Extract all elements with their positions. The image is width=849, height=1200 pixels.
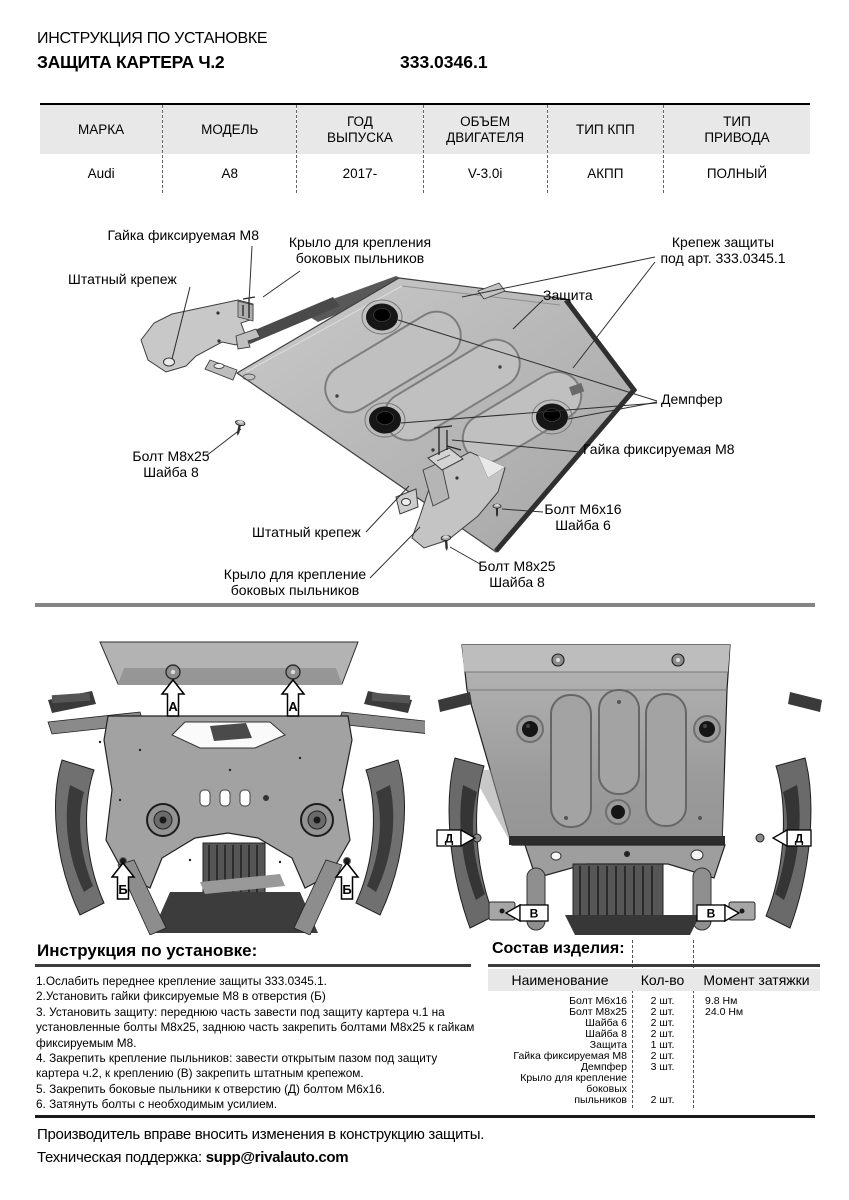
photo-installed-plate: [435, 638, 825, 935]
marker-letter: Д: [444, 831, 454, 846]
label-plate: Защита: [543, 287, 593, 303]
part-name: Демпфер: [580, 1061, 627, 1073]
column-header: Кол-во: [640, 972, 685, 988]
install-step: 1.Ослабить переднее крепление защиты 333.0345.1.: [36, 974, 327, 988]
part-name: Шайба 6: [585, 1017, 627, 1029]
side-wing-bracket: [141, 297, 260, 372]
vehicle-table-column: [162, 105, 296, 193]
column-header: ОБЪЕМ ДВИГАТЕЛЯ: [424, 105, 547, 154]
marker-letter: В: [706, 906, 716, 921]
column-header: Наименование: [511, 972, 609, 988]
vehicle-table-column: [296, 105, 422, 193]
part-number: 333.0346.1: [400, 52, 488, 72]
marker-letter: Б: [342, 882, 352, 897]
install-step: 6. Затянуть болты с необходимым усилием.: [36, 1097, 278, 1112]
part-qty: 3 шт.: [650, 1061, 675, 1073]
part-qty: 2 шт.: [650, 1028, 675, 1040]
part-qty: 2 шт.: [650, 1017, 675, 1029]
label-bolt-m8-left: Болт М8х25 Шайба 8: [132, 448, 210, 480]
part-qty: 2 шт.: [650, 1050, 675, 1062]
marker-arrow-a: [162, 680, 184, 716]
part-name: Шайба 8: [585, 1028, 627, 1040]
cell-value: АКПП: [587, 166, 624, 181]
support-email: supp@rivalauto.com: [205, 1149, 349, 1166]
part-name: Болт М8х25: [569, 1006, 627, 1018]
install-step: 2.Установить гайки фиксируемые М8 в отверстия (Б): [36, 989, 326, 1004]
cell-value: 2017-: [342, 166, 378, 181]
column-header: Момент затяжки: [703, 972, 810, 988]
part-qty: 2 шт.: [650, 995, 675, 1007]
column-header: ТИП КПП: [548, 105, 663, 154]
composition-heading: Состав изделия:: [492, 940, 629, 958]
table-row: [488, 1073, 820, 1106]
cell-value: Audi: [87, 166, 115, 181]
part-qty: 2 шт.: [650, 1006, 675, 1018]
vehicle-table-column: [547, 105, 663, 193]
manufacturer-note: Производитель вправе вносить изменения в конструкцию защиты.: [37, 1126, 485, 1143]
label-oem-fastener-bottom: Штатный крепеж: [252, 524, 361, 540]
install-heading: Инструкция по установке:: [37, 941, 258, 960]
support-label: Техническая поддержка:: [37, 1149, 206, 1166]
photo-underside-mount-points: [35, 638, 425, 935]
cell-value: A8: [221, 166, 239, 181]
install-step: 5. Закрепить боковые пыльники к отверстию (Д) болтом М6х16.: [36, 1081, 386, 1096]
label-bolt-m6: Болт М6х16 Шайба 6: [544, 501, 622, 533]
heading-rule: [488, 964, 820, 967]
part-name: Гайка фиксируемая М8: [513, 1050, 627, 1062]
damper-icon: [362, 300, 402, 334]
support-line: [37, 1149, 348, 1166]
label-wing-top: Крыло для крепления боковых пыльников: [288, 234, 432, 266]
doc-type-title: ИНСТРУКЦИЯ ПО УСТАНОВКЕ: [37, 30, 268, 47]
section-divider: [35, 603, 815, 607]
footer-rule: [35, 1115, 815, 1118]
composition-header-row: [488, 969, 820, 991]
product-title: ЗАЩИТА КАРТЕРА Ч.2: [37, 52, 225, 72]
marker-arrow-d: [773, 830, 811, 846]
column-header: МОДЕЛЬ: [163, 105, 296, 154]
heading-rule: [35, 964, 471, 967]
vehicle-table-column: [663, 105, 810, 193]
marker-letter: В: [529, 906, 539, 921]
label-oem-fastener-top: Штатный крепеж: [68, 271, 177, 287]
cell-value: V-3.0i: [467, 166, 503, 181]
label-wing-bottom: Крыло для крепление боковых пыльников: [223, 566, 367, 598]
part-torque: 9.8 Нм: [705, 995, 738, 1007]
composition-table: [488, 940, 820, 1112]
vehicle-table-column: [423, 105, 547, 193]
label-damper: Демпфер: [661, 391, 723, 407]
marker-letter: А: [168, 699, 178, 714]
part-name: Защита: [589, 1039, 627, 1051]
marker-arrow-a: [282, 680, 304, 716]
part-torque: 24.0 Нм: [705, 1006, 744, 1018]
label-fixing-nut-right: Гайка фиксируемая М8: [583, 441, 735, 457]
damper-icon: [532, 400, 572, 434]
part-qty: 1 шт.: [650, 1039, 675, 1051]
part-qty: 2 шт.: [650, 1094, 675, 1106]
damper-icon: [365, 403, 405, 437]
label-bolt-m8-bottom: Болт М8х25 Шайба 8: [478, 558, 556, 590]
column-header: МАРКА: [40, 105, 162, 154]
vehicle-table-column: [40, 105, 162, 193]
part-name: Болт М6х16: [569, 995, 627, 1007]
bolt-m8-icon: [441, 535, 452, 551]
marker-letter: Б: [118, 882, 128, 897]
composition-rows: [488, 996, 820, 1106]
cell-value: ПОЛНЫЙ: [706, 166, 768, 181]
column-header: ТИП ПРИВОДА: [664, 105, 810, 154]
marker-letter: Д: [794, 831, 804, 846]
part-name: Крыло для крепление боковых пыльников: [520, 1072, 627, 1106]
label-fixing-nut-top: Гайка фиксируемая М8: [107, 227, 259, 243]
column-header: ГОД ВЫПУСКА: [297, 105, 422, 154]
install-step: 4. Закрепить крепление пыльников: завести открытым пазом под защиту картера ч.2, к креплению (В) закрепить штатным крепежом.: [36, 1051, 438, 1081]
install-step: 3. Установить защиту: переднюю часть завести под защиту картера ч.1 на установленные болты М8х25, заднюю часть закрепить болтами М8х25 к гайкам фиксируемым М8.: [36, 1004, 475, 1050]
install-steps: [36, 974, 482, 1113]
marker-letter: А: [288, 699, 298, 714]
label-front-mount: Крепеж защиты под арт. 333.0345.1: [660, 234, 786, 266]
vehicle-table: [40, 103, 810, 193]
